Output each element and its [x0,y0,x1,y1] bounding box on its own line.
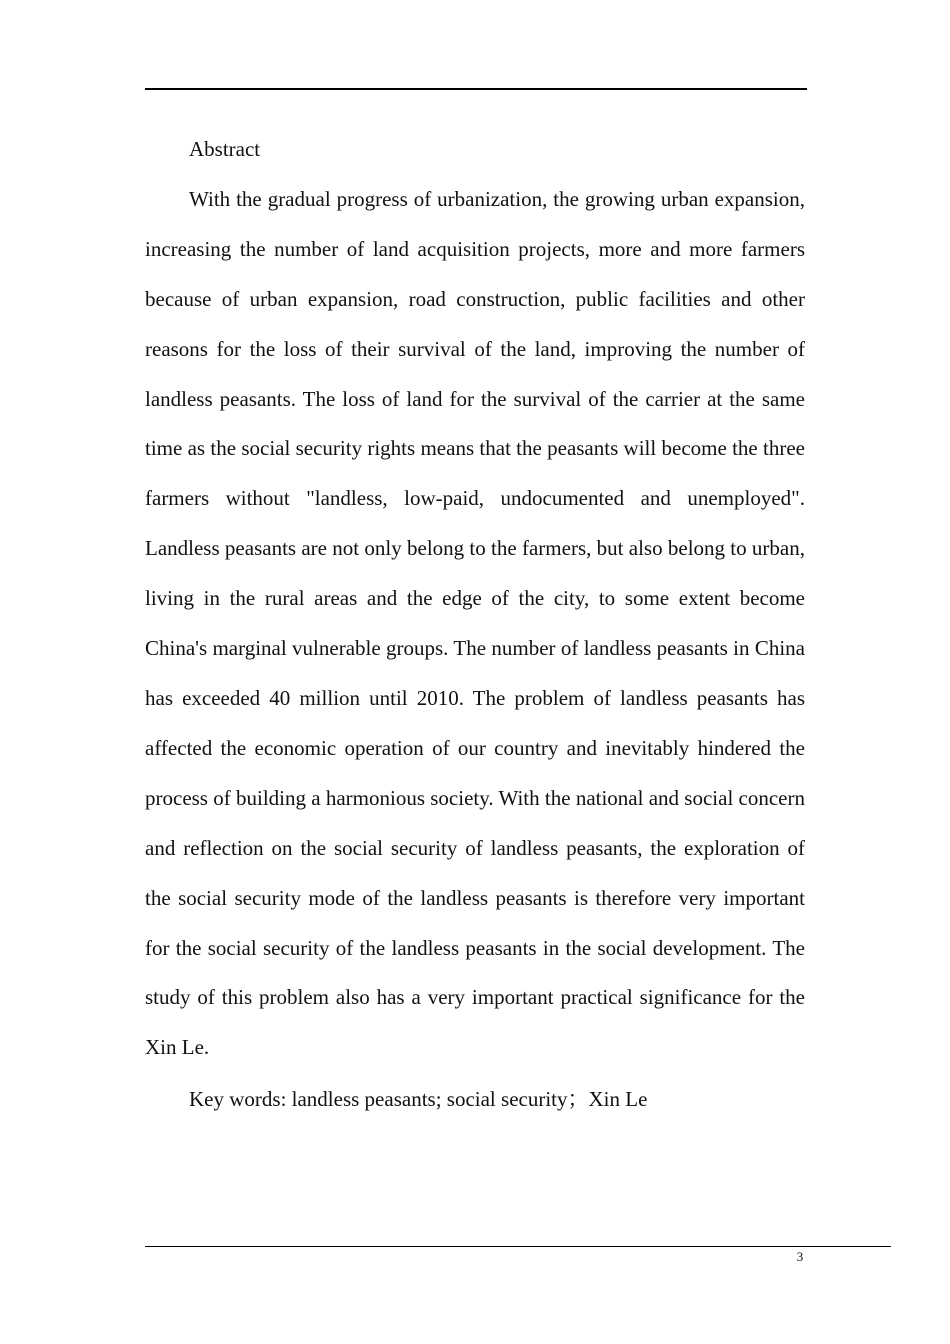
abstract-body: With the gradual progress of urbanization, the growing urban expansion, increasing the number of land acquisition projects, more and more farmers because of urban expansion, road construction, public facilities and other reasons for the loss of their survival of the land, improving the number of landless peasants. The loss of land for the survival of the carrier at the same time as the social security rights means that the peasants will become the three farmers without "landless, low-paid, undocumented and unemployed". Landless peasants are not only belong to the farmers, but also belong to urban, living in the rural areas and the edge of the city, to some extent become China's marginal vulnerable groups. The number of landless peasants in China has exceeded 40 million until 2010. The problem of landless peasants has affected the economic operation of our country and inevitably hindered the process of building a harmonious society. With the national and social concern and reflection on the social security of landless peasants, the exploration of the social security mode of the landless peasants is therefore very important for the social security of the landless peasants in the social development. The study of this problem also has a very important practical significance for the Xin Le. [145,186,805,1060]
footer-rule [145,1246,891,1247]
header-rule [145,88,807,90]
abstract-section [145,125,805,1125]
keywords-line: Key words: landless peasants; social security；Xin Le [189,1087,648,1112]
page-number: 3 [796,1249,804,1264]
abstract-heading: Abstract [189,137,261,161]
